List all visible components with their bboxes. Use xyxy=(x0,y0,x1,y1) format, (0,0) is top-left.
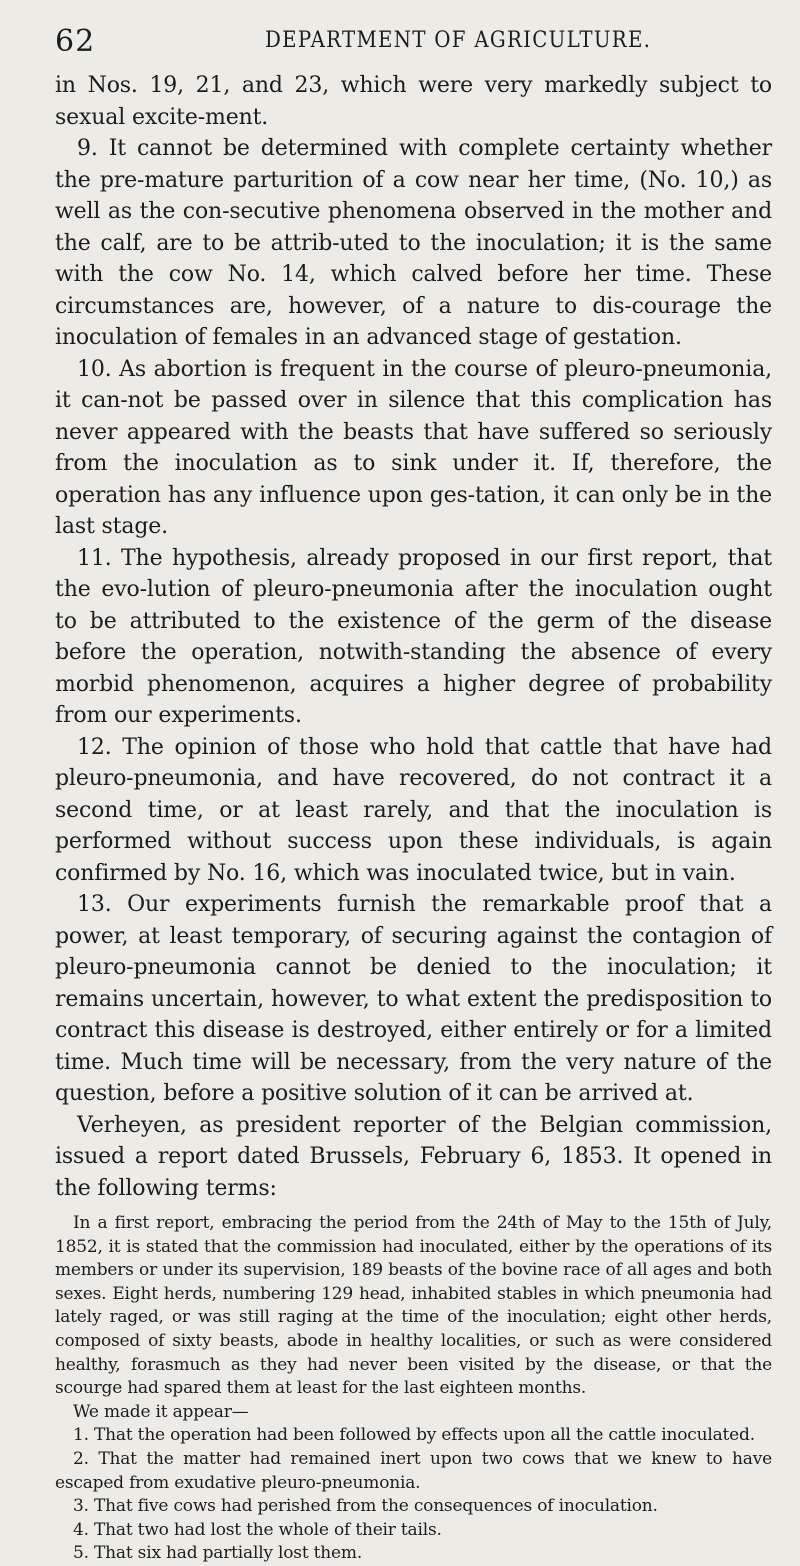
paragraph-11: 11. The hypothesis, already proposed in our first report, that the evo-lution of pleuro-pneumonia after the inoculation ought to be attributed to the existence of the germ of the disease before the operation, notwith-standing the absence of every morbid phenomenon, acquires a higher degree of probability from our experiments. xyxy=(55,545,772,728)
body-text xyxy=(55,70,772,1204)
extract-intro: We made it appear— xyxy=(73,1401,249,1422)
paragraph-verheyen: Verheyen, as president reporter of the Belgian commission, issued a report dated Brussels, February 6, 1853. It opened in the following terms: xyxy=(55,1112,772,1201)
extract-item-3: 3. That five cows had perished from the consequences of inoculation. xyxy=(73,1496,658,1517)
report-extract xyxy=(55,1212,772,1566)
paragraph-12: 12. The opinion of those who hold that cattle that have had pleuro-pneumonia, and have recovered, do not contract it a second time, or at least rarely, and that the inoculation is performed without success upon these individuals, is again confirmed by No. 16, which was inoculated twice, but in vain. xyxy=(55,734,772,886)
extract-item-5: 5. That six had partially lost them. xyxy=(73,1543,363,1564)
paragraph-13: 13. Our experiments furnish the remarkable proof that a power, at least temporary, of securing against the contagion of pleuro-pneumonia cannot be denied to the inoculation; it remains uncertain, however, to what extent the predisposition to contract this disease is destroyed, either entirely or for a limited time. Much time will be necessary, from the very nature of the question, before a positive solution of it can be arrived at. xyxy=(55,892,772,1106)
page-header-title: DEPARTMENT OF AGRICULTURE. xyxy=(265,28,652,53)
extract-item-2: 2. That the matter had remained inert upon two cows that we knew to have escaped from exudative pleuro-pneumonia. xyxy=(55,1448,772,1493)
extract-paragraph: In a first report, embracing the period from the 24th of May to the 15th of July, 1852, it is stated that the commission had inoculated, either by the operations of its members or under its supervision, 189 beasts of the bovine race of all ages and both sexes. Eight herds, numbering 129 head, inhabited stables in which pneumonia had lately raged, or was still raging at the time of the inoculation; eight other herds, composed of sixty beasts, abode in healthy localities, or such as were considered healthy, forasmuch as they had never been visited by the disease, or that the scourge had spared them at least for the last eighteen months. xyxy=(55,1213,772,1399)
paragraph-continuation: in Nos. 19, 21, and 23, which were very markedly subject to sexual excite-ment. xyxy=(55,73,772,130)
running-head xyxy=(55,18,772,60)
extract-item-4: 4. That two had lost the whole of their tails. xyxy=(73,1519,442,1540)
paragraph-9: 9. It cannot be determined with complete certainty whether the pre-mature parturition of a cow near her time, (No. 10,) as well as the con-secutive phenomena observed in the mother and the calf, are to be attrib-uted to the inoculation; it is the same with the cow No. 14, which calved before her time. These circumstances are, however, of a nature to dis-courage the inoculation of females in an advanced stage of gestation. xyxy=(55,136,772,350)
extract-item-1: 1. That the operation had been followed by effects upon all the cattle inoculated. xyxy=(73,1425,755,1446)
page-number: 62 xyxy=(55,24,96,59)
paragraph-10: 10. As abortion is frequent in the course of pleuro-pneumonia, it can-not be passed over in silence that this complication has never appeared with the beasts that have suffered so seriously from the inoculation as to sink under it. If, therefore, the operation has any influence upon ges-tation, it can only be in the last stage. xyxy=(55,356,772,539)
